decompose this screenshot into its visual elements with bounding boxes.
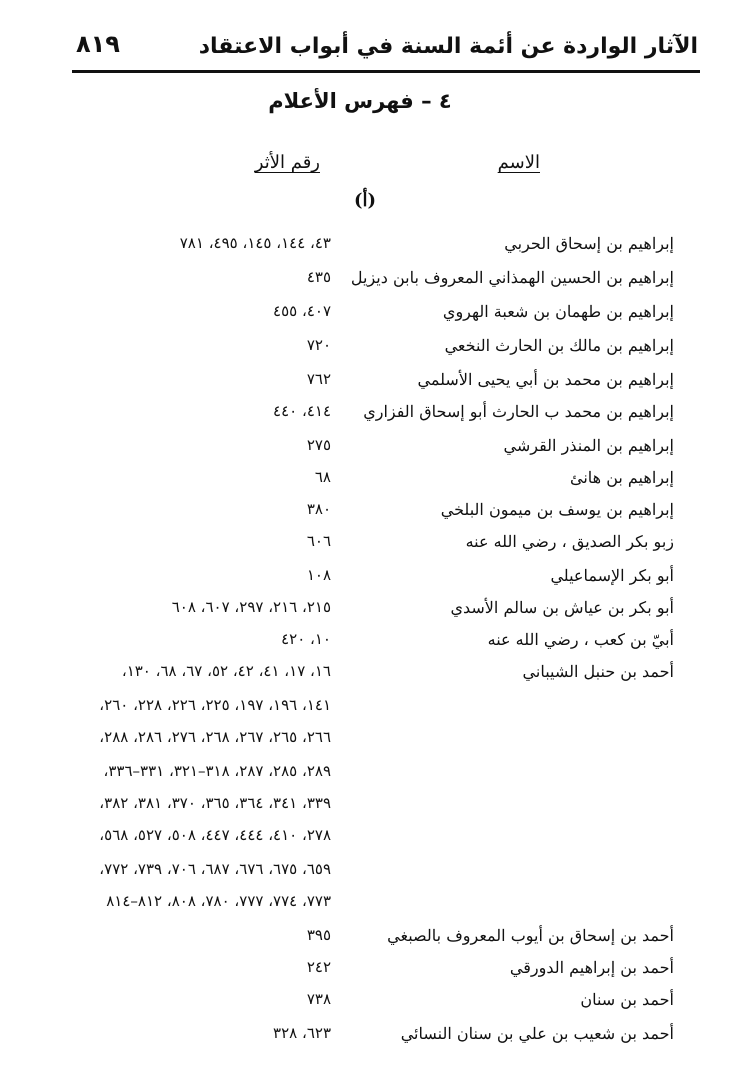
index-entry bbox=[0, 468, 746, 500]
index-entry bbox=[0, 234, 746, 266]
entry-refs: ٢٧٥ bbox=[306, 436, 331, 454]
entry-name: إبراهيم بن إسحاق الحربي bbox=[504, 234, 674, 253]
index-entry bbox=[0, 268, 746, 300]
index-entry bbox=[0, 436, 746, 468]
entry-name: أحمد بن إسحاق بن أيوب المعروف بالصبغي bbox=[387, 926, 674, 945]
entry-refs: ٦٨ bbox=[314, 468, 331, 486]
index-entry bbox=[0, 370, 746, 402]
refs-continuation-line: ٢٨٩، ٢٨٥، ٢٨٧، ٣١٨–٣٢١، ٣٣١–٣٣٦، bbox=[103, 762, 331, 780]
entry-refs: ١٠٨ bbox=[306, 566, 331, 584]
entry-refs: ٣٨٠ bbox=[306, 500, 331, 518]
entry-name: زبو بكر الصديق ، رضي الله عنه bbox=[465, 532, 674, 551]
refs-continuation-line: ١٤١، ١٩٦، ١٩٧، ٢٢٥، ٢٢٦، ٢٢٨، ٢٦٠، bbox=[99, 696, 331, 714]
entry-refs: ٧٦٢ bbox=[306, 370, 331, 388]
column-header-ref: رقم الأثر bbox=[254, 152, 320, 173]
entry-name: إبراهيم بن الحسين الهمذاني المعروف بابن ديزيل bbox=[350, 268, 674, 287]
entry-refs: ٤٣٥ bbox=[306, 268, 331, 286]
index-entry bbox=[0, 958, 746, 990]
entry-refs: ٧٢٠ bbox=[306, 336, 331, 354]
entry-name: إبراهيم بن طهمان بن شعبة الهروي bbox=[442, 302, 674, 321]
entry-name: إبراهيم بن هانئ bbox=[570, 468, 674, 487]
entry-refs: ٢١٥، ٢١٦، ٢٩٧، ٦٠٧، ٦٠٨ bbox=[171, 598, 331, 616]
index-entry bbox=[0, 336, 746, 368]
refs-continuation-line: ٣٣٩، ٣٤١، ٣٦٤، ٣٦٥، ٣٧٠، ٣٨١، ٣٨٢، bbox=[99, 794, 331, 812]
entry-refs: ٧٣٨ bbox=[306, 990, 331, 1008]
entry-name: إبراهيم بن مالك بن الحارث النخعي bbox=[444, 336, 674, 355]
index-entry bbox=[0, 402, 746, 434]
index-entry bbox=[0, 1024, 746, 1056]
column-header-name: الاسم bbox=[497, 152, 540, 173]
entry-refs: ١٠، ٤٢٠ bbox=[281, 630, 331, 648]
index-entry bbox=[0, 598, 746, 630]
index-entry bbox=[0, 532, 746, 564]
index-entry bbox=[0, 662, 746, 694]
index-entry bbox=[0, 302, 746, 334]
entry-refs: ١٦، ١٧، ٤١، ٤٢، ٥٢، ٦٧، ٦٨، ١٣٠، bbox=[121, 662, 331, 680]
entry-refs: ٢٤٢ bbox=[306, 958, 331, 976]
index-entry bbox=[0, 630, 746, 662]
entry-refs: ٤٠٧، ٤٥٥ bbox=[273, 302, 331, 320]
header-rule bbox=[72, 70, 700, 73]
entry-refs: ٦٠٦ bbox=[306, 532, 331, 550]
entry-name: إبراهيم بن يوسف بن ميمون البلخي bbox=[440, 500, 674, 519]
entry-name: إبراهيم بن المنذر القرشي bbox=[503, 436, 674, 455]
entry-name: إبراهيم بن محمد بن أبي يحيى الأسلمي bbox=[417, 370, 674, 389]
entry-name: أحمد بن إبراهيم الدورقي bbox=[509, 958, 674, 977]
index-entry bbox=[0, 990, 746, 1022]
refs-continuation-line: ٢٦٦، ٢٦٥، ٢٦٧، ٢٦٨، ٢٧٦، ٢٨٦، ٢٨٨، bbox=[99, 728, 331, 746]
entry-name: أبو بكر بن عياش بن سالم الأسدي bbox=[450, 598, 674, 617]
entry-refs: ٦٢٣، ٣٢٨ bbox=[273, 1024, 331, 1042]
page-number: ٨١٩ bbox=[76, 30, 120, 58]
index-entry bbox=[0, 566, 746, 598]
index-entry bbox=[0, 500, 746, 532]
entry-name: أحمد بن سنان bbox=[580, 990, 674, 1009]
letter-heading: (أ) bbox=[353, 190, 377, 211]
entry-name: أبو بكر الإسماعيلي bbox=[550, 566, 674, 585]
entry-name: أحمد بن حنبل الشيباني bbox=[522, 662, 674, 681]
running-title: الآثار الواردة عن أئمة السنة في أبواب الاعتقاد bbox=[198, 34, 698, 59]
refs-continuation-line: ٢٧٨، ٤١٠، ٤٤٤، ٤٤٧، ٥٠٨، ٥٢٧، ٥٦٨، bbox=[99, 826, 331, 844]
refs-continuation-line: ٦٥٩، ٦٧٥، ٦٧٦، ٦٨٧، ٧٠٦، ٧٣٩، ٧٧٢، bbox=[99, 860, 331, 878]
section-title: ٤ – فهرس الأعلام bbox=[268, 89, 452, 113]
entry-refs: ٤١٤، ٤٤٠ bbox=[273, 402, 331, 420]
entry-refs: ٣٩٥ bbox=[306, 926, 331, 944]
entry-name: أبيّ بن كعب ، رضي الله عنه bbox=[487, 630, 674, 649]
refs-continuation-line: ٧٧٣، ٧٧٤، ٧٧٧، ٧٨٠، ٨٠٨، ٨١٢–٨١٤ bbox=[106, 892, 331, 910]
index-entry bbox=[0, 926, 746, 958]
entry-name: أحمد بن شعيب بن علي بن سنان النسائي bbox=[400, 1024, 674, 1043]
entry-name: إبراهيم بن محمد ب الحارث أبو إسحاق الفزاري bbox=[363, 402, 674, 421]
entry-refs: ٤٣، ١٤٤، ١٤٥، ٤٩٥، ٧٨١ bbox=[179, 234, 331, 252]
